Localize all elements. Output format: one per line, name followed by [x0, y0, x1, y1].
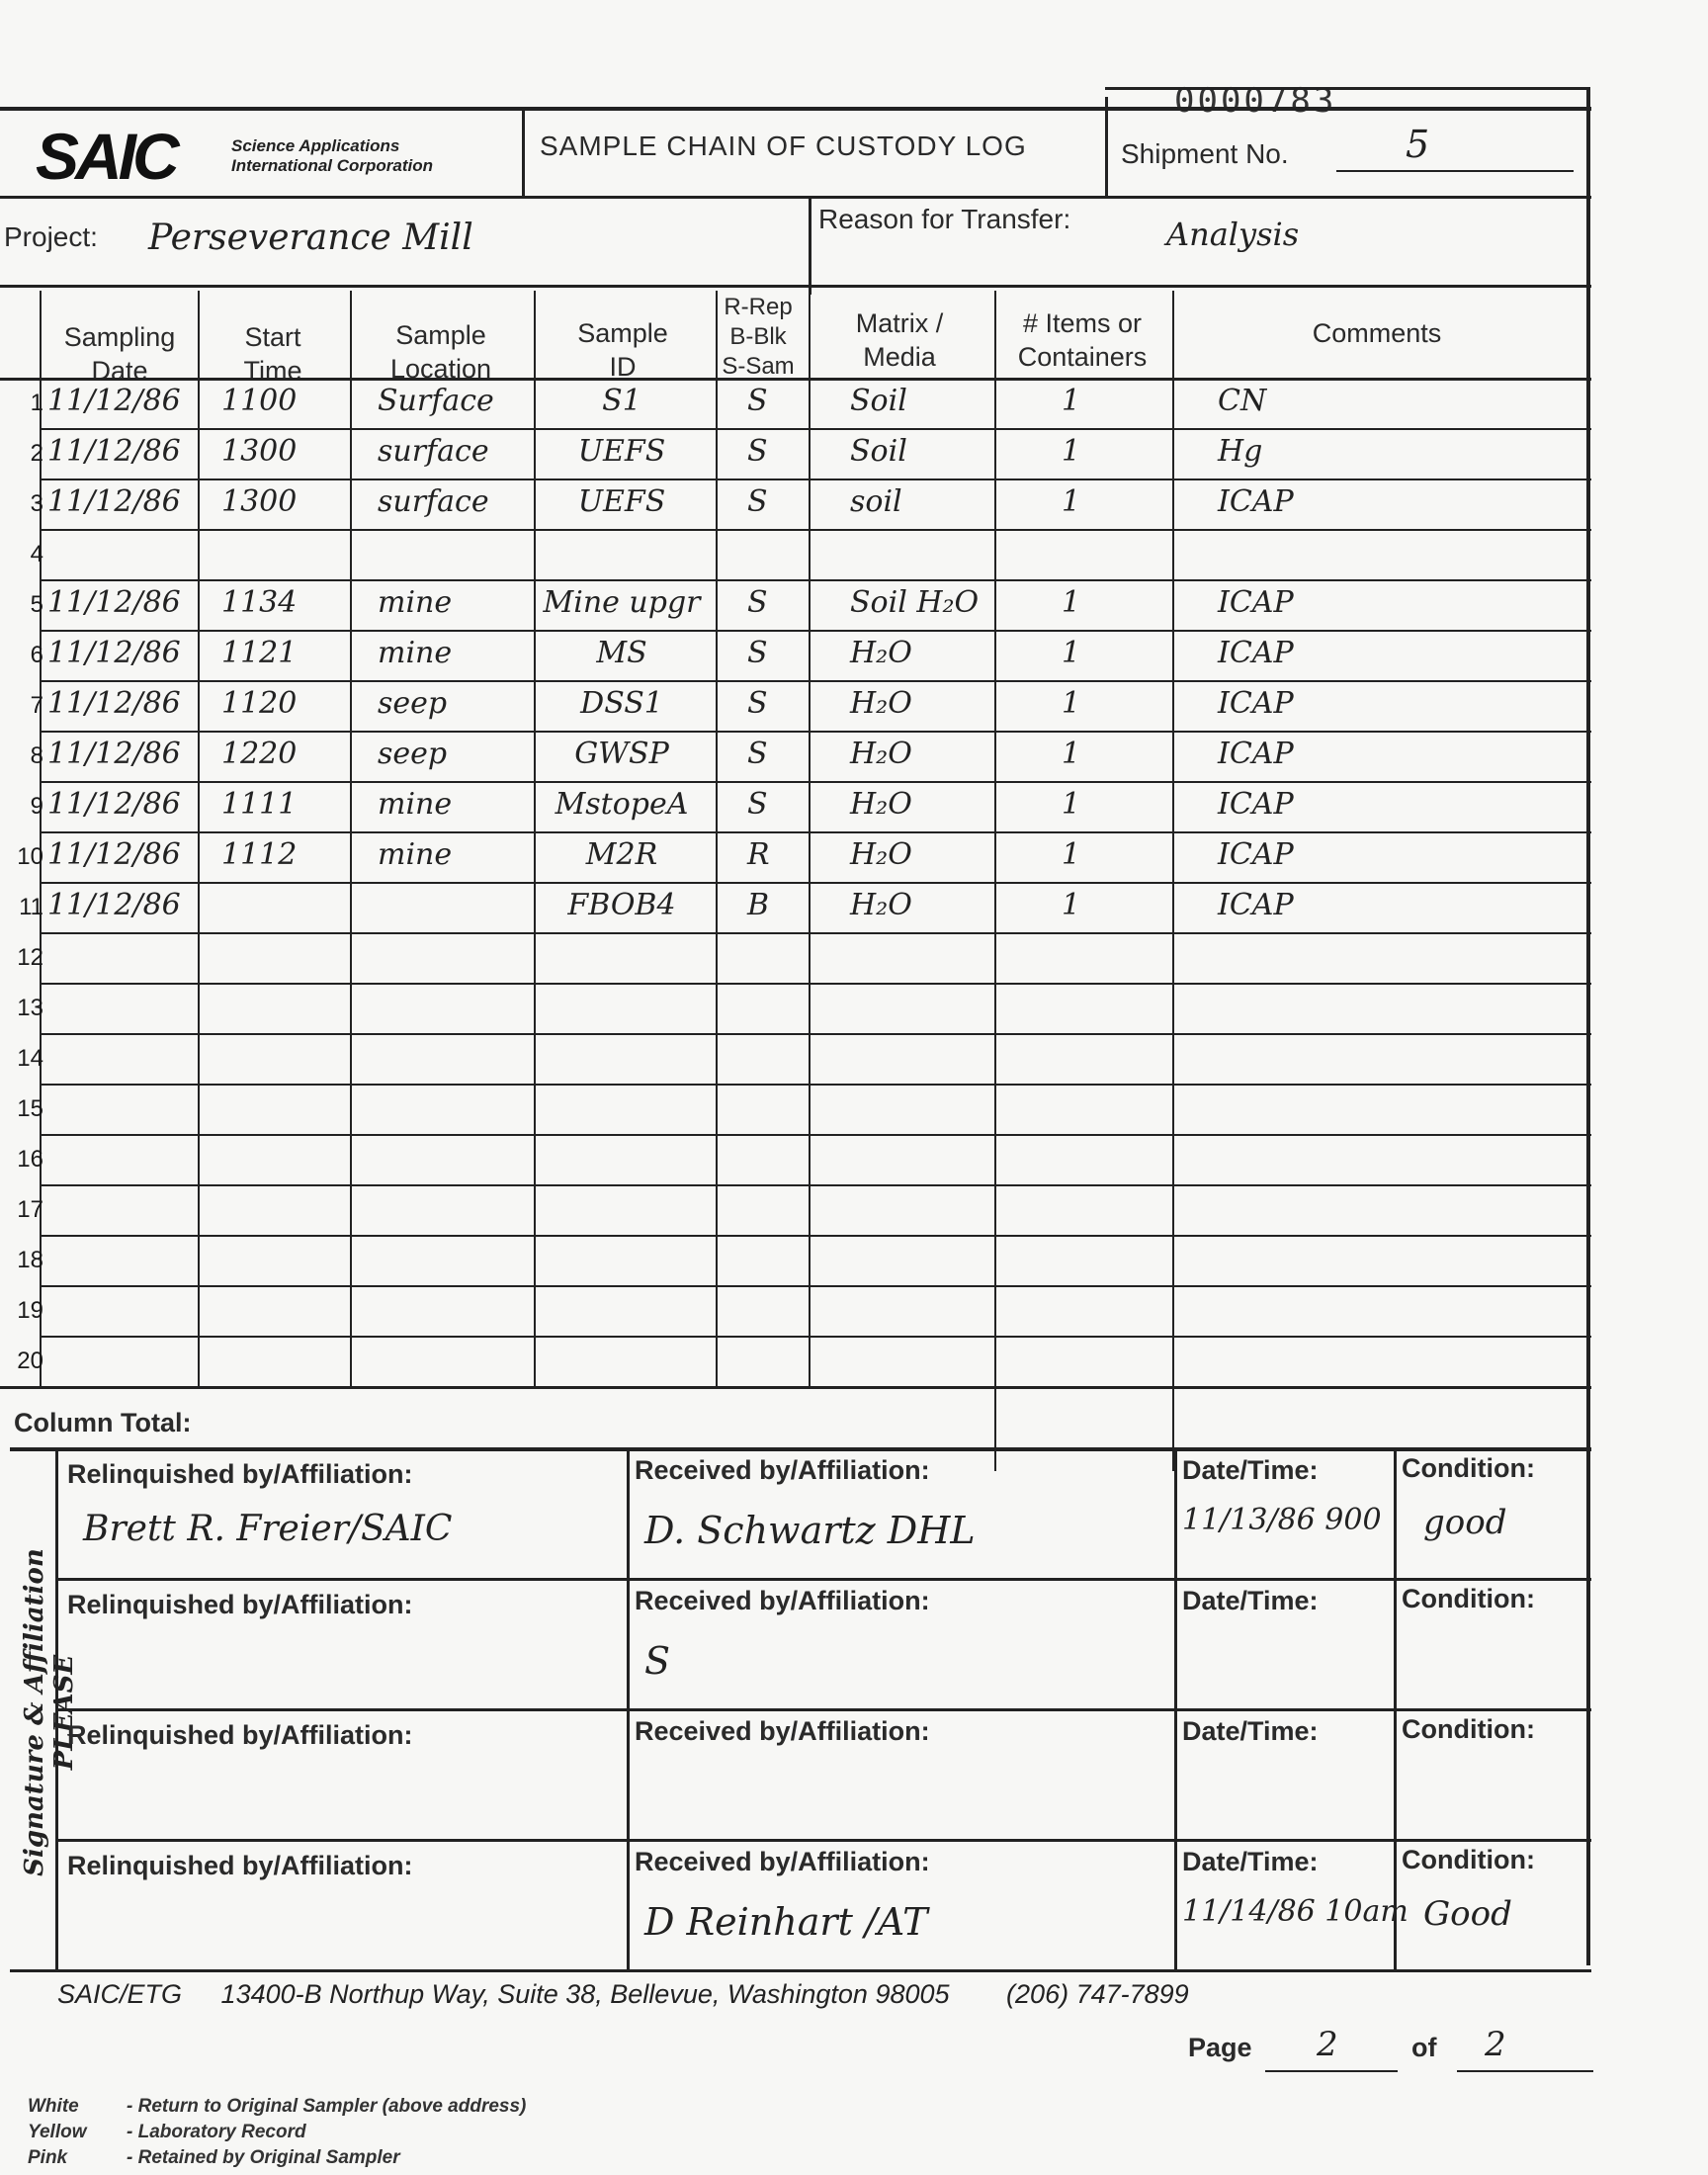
cell-sample-type[interactable]: S — [747, 686, 768, 721]
received-by-signature[interactable]: S — [644, 1639, 671, 1683]
cell-comments[interactable]: ICAP — [1218, 737, 1294, 771]
row-number: 20 — [17, 1348, 43, 1374]
condition-label: Condition: — [1402, 1584, 1535, 1613]
table-column-separator — [716, 291, 718, 1386]
cell-sample-location[interactable]: mine — [378, 787, 453, 822]
cell-sample-id[interactable]: MS — [596, 636, 647, 670]
cell-comments[interactable]: ICAP — [1218, 888, 1294, 922]
cell-sample-id[interactable]: MstopeA — [555, 787, 689, 822]
cell-items[interactable]: 1 — [1062, 636, 1081, 670]
cell-matrix[interactable]: H₂O — [850, 837, 912, 872]
table-column-separator — [994, 291, 996, 1471]
table-column-separator — [198, 291, 200, 1386]
reason-value[interactable]: Analysis — [1166, 216, 1300, 253]
cell-start-time[interactable]: 1220 — [221, 737, 298, 771]
cell-sample-id[interactable]: DSS1 — [580, 686, 663, 721]
table-row-rule — [40, 1084, 1591, 1086]
col-matrix — [809, 306, 990, 374]
cell-start-time[interactable]: 1300 — [221, 484, 298, 519]
row-number: 10 — [17, 843, 43, 870]
cell-comments[interactable]: ICAP — [1218, 837, 1294, 872]
col-sampling-date-l2: Date — [91, 356, 148, 386]
cell-start-time[interactable]: 1100 — [221, 384, 298, 418]
cell-sampling-date[interactable]: 11/12/86 — [47, 384, 181, 418]
received-by-label: Received by/Affiliation: — [635, 1586, 930, 1615]
page-label: Page — [1188, 2033, 1252, 2062]
cell-items[interactable]: 1 — [1062, 888, 1081, 922]
cell-comments[interactable]: ICAP — [1218, 686, 1294, 721]
col-sample-id-l2: ID — [609, 352, 637, 382]
address-street: 13400-B Northup Way, Suite 38, Bellevue, Washington 98005 — [220, 1979, 950, 2009]
cell-matrix[interactable]: H₂O — [850, 787, 912, 822]
form-title: SAMPLE CHAIN OF CUSTODY LOG — [540, 130, 1027, 161]
column-total-label: Column Total: — [14, 1408, 192, 1437]
table-column-separator — [350, 291, 352, 1386]
cell-sample-type[interactable]: S — [747, 484, 768, 519]
address-org: SAIC/ETG — [57, 1979, 183, 2009]
cell-items[interactable]: 1 — [1062, 434, 1081, 469]
date-time-label: Date/Time: — [1182, 1716, 1319, 1746]
table-row-rule — [40, 478, 1591, 480]
cell-sample-location[interactable]: mine — [378, 837, 453, 872]
cell-sample-type[interactable]: S — [747, 787, 768, 822]
cell-matrix[interactable]: soil — [850, 484, 902, 519]
col-sample-id — [536, 316, 710, 384]
table-row-rule — [40, 882, 1591, 884]
col-comments-l1: Comments — [1312, 318, 1442, 348]
col-type-l3: S-Sam — [722, 353, 795, 380]
cell-items[interactable]: 1 — [1062, 686, 1081, 721]
table-column-separator — [1172, 291, 1174, 1471]
row-number: 13 — [17, 995, 43, 1021]
distribution-text: - Retained by Original Sampler — [127, 2147, 400, 2168]
cell-sample-location[interactable]: Surface — [378, 384, 494, 418]
relinquished-by-label: Relinquished by/Affiliation: — [67, 1590, 413, 1619]
row-number: 6 — [30, 642, 43, 668]
cell-sample-id[interactable]: UEFS — [577, 484, 666, 519]
row-number: 2 — [30, 440, 43, 467]
cell-sample-type[interactable]: B — [747, 888, 770, 922]
cell-sample-location[interactable]: mine — [378, 636, 453, 670]
cell-start-time[interactable]: 1300 — [221, 434, 298, 469]
page-of-label: of — [1411, 2033, 1437, 2062]
relinquished-by-label: Relinquished by/Affiliation: — [67, 1851, 413, 1880]
condition-value[interactable]: Good — [1423, 1894, 1512, 1934]
cell-matrix[interactable]: Soil H₂O — [850, 585, 980, 620]
cell-sampling-date[interactable]: 11/12/86 — [47, 888, 181, 922]
shipment-label: Shipment No. — [1121, 138, 1289, 169]
cell-sample-id[interactable]: Mine upgr — [543, 585, 701, 620]
relinquished-by-signature[interactable]: Brett R. Freier/SAIC — [83, 1509, 453, 1549]
address-phone: (206) 747-7899 — [1006, 1979, 1189, 2009]
cell-items[interactable]: 1 — [1062, 787, 1081, 822]
table-row-rule — [0, 1386, 1591, 1389]
cell-sample-type[interactable]: S — [747, 384, 768, 418]
cell-sampling-date[interactable]: 11/12/86 — [47, 737, 181, 771]
cell-sample-type[interactable]: S — [747, 434, 768, 469]
saic-logo — [36, 120, 451, 193]
cell-comments[interactable]: ICAP — [1218, 636, 1294, 670]
cell-items[interactable]: 1 — [1062, 384, 1081, 418]
date-time-value[interactable]: 11/14/86 10am — [1182, 1894, 1409, 1929]
cell-sample-type[interactable]: S — [747, 585, 768, 620]
cell-comments[interactable]: ICAP — [1218, 787, 1294, 822]
cell-matrix[interactable]: Soil — [850, 434, 907, 469]
cell-start-time[interactable]: 1134 — [221, 585, 298, 620]
cell-sampling-date[interactable]: 11/12/86 — [47, 484, 181, 519]
cell-sample-id[interactable]: S1 — [602, 384, 641, 418]
table-header-rule — [0, 378, 1591, 381]
table-row-rule — [40, 680, 1591, 682]
cell-sample-type[interactable]: S — [747, 636, 768, 670]
row-number: 17 — [17, 1196, 43, 1223]
page-total[interactable]: 2 — [1485, 2025, 1506, 2064]
table-row-rule — [40, 579, 1591, 581]
saic-logo-line1: Science Applications — [231, 136, 400, 155]
col-start-time-l2: Time — [243, 356, 302, 386]
cell-matrix[interactable]: H₂O — [850, 737, 912, 771]
distribution-line — [28, 2096, 526, 2118]
condition-label: Condition: — [1402, 1845, 1535, 1874]
saic-logo-mark: SAIC — [36, 120, 176, 193]
table-row-rule — [40, 983, 1591, 985]
distribution-color: Yellow — [28, 2122, 87, 2142]
col-comments — [1174, 316, 1580, 350]
row-number: 8 — [30, 742, 43, 769]
condition-label: Condition: — [1402, 1714, 1535, 1744]
cell-comments[interactable]: ICAP — [1218, 484, 1294, 519]
received-by-label: Received by/Affiliation: — [635, 1455, 930, 1485]
distribution-color: White — [28, 2096, 79, 2117]
col-items-l2: Containers — [1017, 342, 1148, 372]
cell-items[interactable]: 1 — [1062, 737, 1081, 771]
row-number: 15 — [17, 1095, 43, 1122]
cell-sample-id[interactable]: M2R — [585, 837, 658, 872]
col-sample-location — [352, 318, 530, 386]
cell-matrix[interactable]: H₂O — [850, 888, 912, 922]
signature-side-label: Signature & Affiliation PLEASE — [20, 1548, 79, 1876]
cell-sample-id[interactable]: FBOB4 — [567, 888, 676, 922]
cell-items[interactable]: 1 — [1062, 837, 1081, 872]
project-value[interactable]: Perseverance Mill — [148, 218, 473, 258]
received-by-signature[interactable]: D. Schwartz DHL — [644, 1509, 976, 1552]
received-by-signature[interactable]: D Reinhart /AT — [644, 1900, 928, 1944]
reason-label: Reason for Transfer: — [818, 204, 1071, 234]
cell-sample-location[interactable]: surface — [378, 484, 489, 519]
received-by-label: Received by/Affiliation: — [635, 1716, 930, 1746]
table-row-rule — [40, 1184, 1591, 1186]
cell-sample-type[interactable]: S — [747, 737, 768, 771]
distribution-line — [28, 2147, 400, 2169]
cell-matrix[interactable]: Soil — [850, 384, 907, 418]
cell-sampling-date[interactable]: 11/12/86 — [47, 837, 181, 872]
table-row-rule — [40, 630, 1591, 632]
condition-value[interactable]: good — [1423, 1503, 1507, 1542]
cell-sampling-date[interactable]: 11/12/86 — [47, 686, 181, 721]
page-indicator — [1188, 2025, 1603, 2084]
cell-items[interactable]: 1 — [1062, 585, 1081, 620]
stamp-number: 0000783 — [1174, 81, 1337, 121]
cell-sample-id[interactable]: GWSP — [574, 737, 669, 771]
row-number: 4 — [30, 541, 43, 567]
cell-sampling-date[interactable]: 11/12/86 — [47, 787, 181, 822]
cell-start-time[interactable]: 1120 — [221, 686, 298, 721]
cell-start-time[interactable]: 1112 — [221, 837, 298, 872]
distribution-text: - Return to Original Sampler (above address) — [127, 2096, 527, 2117]
col-matrix-l1: Matrix / — [855, 308, 944, 338]
cell-start-time[interactable]: 1121 — [221, 636, 298, 670]
cell-comments[interactable]: Hg — [1218, 434, 1263, 469]
saic-logo-line2: International Corporation — [231, 156, 433, 175]
distribution-color: Pink — [28, 2147, 68, 2168]
col-sample-location-l1: Sample — [395, 320, 486, 350]
col-matrix-l2: Media — [863, 342, 936, 372]
date-time-label: Date/Time: — [1182, 1847, 1319, 1876]
condition-label: Condition: — [1402, 1453, 1535, 1483]
col-items-l1: # Items or — [1022, 308, 1143, 338]
cell-sampling-date[interactable]: 11/12/86 — [47, 585, 181, 620]
table-row-rule — [40, 1235, 1591, 1237]
distribution-line — [28, 2122, 306, 2143]
cell-sample-type[interactable]: R — [747, 837, 770, 872]
row-number: 7 — [30, 692, 43, 719]
cell-matrix[interactable]: H₂O — [850, 636, 912, 670]
row-number: 11 — [19, 894, 43, 920]
date-time-label: Date/Time: — [1182, 1455, 1319, 1485]
table-row-rule — [40, 731, 1591, 733]
cell-sampling-date[interactable]: 11/12/86 — [47, 434, 181, 469]
cell-matrix[interactable]: H₂O — [850, 686, 912, 721]
row-number: 5 — [30, 591, 43, 618]
col-start-time-l1: Start — [244, 322, 301, 352]
relinquished-by-label: Relinquished by/Affiliation: — [67, 1459, 413, 1489]
table-row-rule — [40, 1033, 1591, 1035]
cell-items[interactable]: 1 — [1062, 484, 1081, 519]
col-items — [996, 306, 1168, 374]
col-sample-location-l2: Location — [389, 354, 492, 384]
row-number: 12 — [17, 944, 43, 971]
date-time-label: Date/Time: — [1182, 1586, 1319, 1615]
row-number: 19 — [17, 1297, 43, 1324]
table-row-rule — [40, 428, 1591, 430]
table-column-separator — [809, 291, 811, 1386]
row-number: 3 — [30, 490, 43, 517]
date-time-value[interactable]: 11/13/86 900 — [1182, 1503, 1382, 1537]
cell-sample-location[interactable]: mine — [378, 585, 453, 620]
table-row-rule — [40, 781, 1591, 783]
table-row-rule — [40, 932, 1591, 934]
cell-sample-location[interactable]: surface — [378, 434, 489, 469]
shipment-number[interactable]: 5 — [1406, 123, 1430, 166]
custody-form — [0, 87, 1591, 1975]
row-number: 1 — [30, 390, 43, 416]
cell-comments[interactable]: CN — [1218, 384, 1267, 418]
cell-comments[interactable]: ICAP — [1218, 585, 1294, 620]
cell-sample-id[interactable]: UEFS — [577, 434, 666, 469]
cell-sample-location[interactable]: seep — [378, 737, 448, 771]
col-sample-id-l1: Sample — [577, 318, 668, 348]
row-number: 16 — [17, 1146, 43, 1173]
address-line — [57, 1979, 1189, 2010]
table-row-rule — [40, 1134, 1591, 1136]
table-row-rule — [40, 529, 1591, 531]
cell-sampling-date[interactable]: 11/12/86 — [47, 636, 181, 670]
col-type-l1: R-Rep — [724, 294, 793, 320]
col-type-l2: B-Blk — [729, 323, 787, 350]
relinquished-by-label: Relinquished by/Affiliation: — [67, 1720, 413, 1750]
cell-sample-location[interactable]: seep — [378, 686, 448, 721]
page-number[interactable]: 2 — [1317, 2025, 1338, 2064]
col-sampling-date-l1: Sampling — [63, 322, 176, 352]
row-number: 14 — [17, 1045, 43, 1072]
table-row-rule — [40, 1285, 1591, 1287]
table-row-rule — [40, 831, 1591, 833]
row-number: 9 — [30, 793, 43, 820]
received-by-label: Received by/Affiliation: — [635, 1847, 930, 1876]
row-number: 18 — [17, 1247, 43, 1273]
distribution-text: - Laboratory Record — [127, 2122, 306, 2142]
table-row-rule — [40, 1336, 1591, 1338]
col-sample-type — [714, 293, 803, 382]
cell-start-time[interactable]: 1111 — [221, 787, 298, 822]
project-label: Project: — [4, 221, 98, 252]
